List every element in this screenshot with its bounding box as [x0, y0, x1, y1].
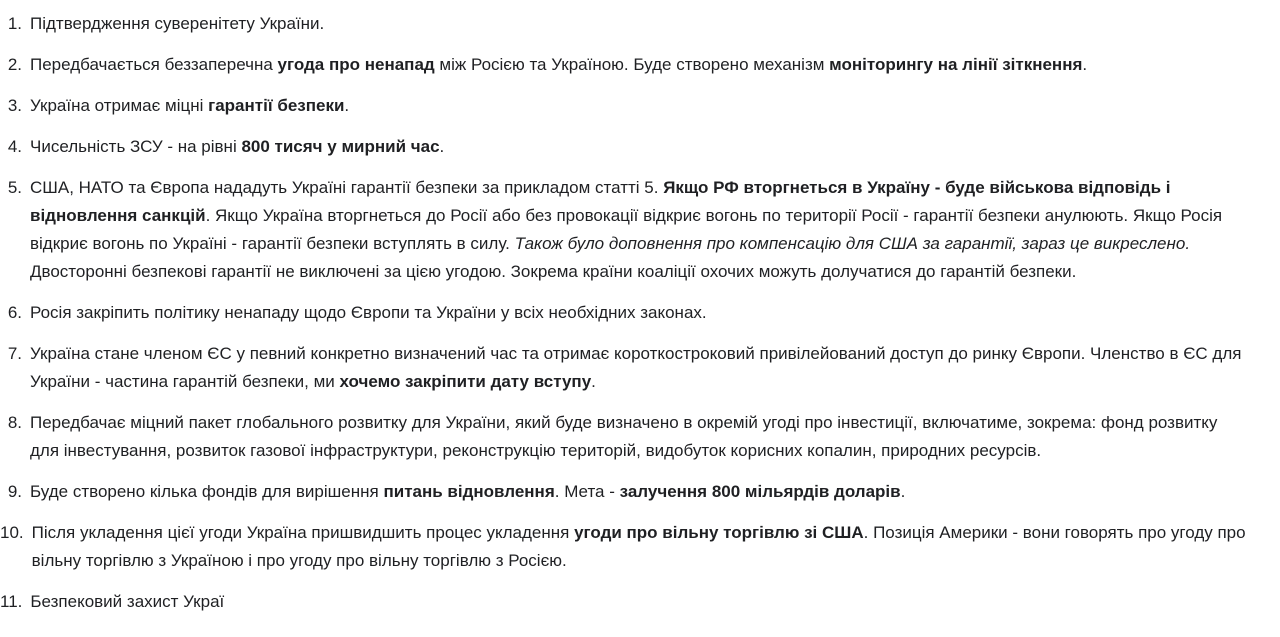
list-item: [0, 10, 1280, 38]
text-segment-bold: угоди про вільну торгівлю зі США: [574, 523, 864, 542]
text-segment-normal: .: [1082, 55, 1088, 74]
list-item-text: [30, 92, 1265, 120]
list-item-number: 1.: [7, 14, 22, 33]
text-segment-italic: Також було доповнення про компенсацію для США за гарантії, зараз це викреслено.: [514, 234, 1191, 253]
list-item: [0, 299, 1280, 327]
list-item: [0, 133, 1280, 161]
list-item: [0, 174, 1280, 286]
text-segment-normal: Безпековий захист Украї: [30, 592, 225, 611]
list-item-text: [30, 588, 1265, 616]
text-segment-normal: Двосторонні безпекові гарантії не виключені за цією угодою. Зокрема країни коаліції охочих можуть долучатися до гарантій безпеки.: [30, 262, 1077, 281]
text-segment-normal: .: [591, 372, 596, 391]
text-segment-bold: хочемо закріпити дату вступу: [339, 372, 592, 391]
text-segment-normal: .: [344, 96, 350, 115]
text-segment-bold: Якщо РФ вторгнеться в Україну - буде військова відповідь і відновлення санкцій: [30, 178, 1171, 225]
list-item-number: 7.: [7, 344, 22, 363]
text-segment-bold: 800 тисяч у мирний час: [241, 137, 440, 156]
text-segment-normal: Україна стане членом ЄС у певний конкретно визначений час та отримає короткостроковий привілейований доступ до ринку Європи. Членство в ЄС для України - частина гарантій безпеки, ми: [30, 344, 1242, 391]
list-item-number: 2.: [7, 55, 22, 74]
list-item-number: 6.: [7, 303, 22, 322]
text-segment-normal: Росія закріпить політику ненападу щодо Європи та України у всіх необхідних законах.: [30, 303, 707, 322]
list-item: [0, 51, 1280, 79]
list-item-text: [30, 133, 1265, 161]
list-item-text: [30, 51, 1265, 79]
text-segment-normal: між Росією та Україною. Буде створено механізм: [434, 55, 830, 74]
list-item-text: [30, 299, 1265, 327]
text-segment-normal: . Позиція Америки - вони говорять про угоду про вільну торгівлю з Україною і про угоду про вільну торгівлю з Росією.: [31, 523, 1246, 570]
list-item-text: [30, 174, 1265, 286]
text-segment-normal: Після укладення цієї угоди Україна пришвидшить процес укладення: [31, 523, 575, 542]
text-segment-normal: Передбачається беззаперечна: [30, 55, 278, 74]
text-segment-normal: . Якщо Україна вторгнеться до Росії або без провокації відкриє вогонь по території Росії - гарантії безпеки анулюють. Якщо Росія відкриє вогонь по Україні - гарантії безпеки вступлять в силу.: [30, 206, 1223, 253]
list-item: [0, 519, 1280, 575]
list-item-number: 4.: [7, 137, 22, 156]
list-item-number: 3.: [7, 96, 22, 115]
numbered-list: [0, 10, 1280, 616]
text-segment-normal: Передбачає міцний пакет глобального розвитку для України, який буде визначено в окремій угоді про інвестиції, включатиме, зокрема: фонд розвитку для інвестування, розвиток газової інфраструктури, реконструкцію територій, видобуток корисних копалин, природних ресурсів.: [30, 413, 1218, 460]
list-item-number: 5.: [7, 178, 22, 197]
text-segment-normal: Україна отримає міцні: [30, 96, 209, 115]
list-item: [0, 409, 1280, 465]
list-item: [0, 478, 1280, 506]
list-item: [0, 340, 1280, 396]
list-item: [0, 588, 1280, 616]
text-segment-bold: питань відновлення: [383, 482, 555, 501]
list-item-number: 9.: [7, 482, 22, 501]
text-segment-bold: гарантії безпеки: [208, 96, 345, 115]
text-segment-normal: США, НАТО та Європа нададуть Україні гарантії безпеки за прикладом статті 5.: [30, 178, 664, 197]
list-item: [0, 92, 1280, 120]
list-item-text: [30, 478, 1265, 506]
text-segment-normal: Підтвердження суверенітету України.: [30, 14, 325, 33]
text-segment-bold: моніторингу на лінії зіткнення: [829, 55, 1083, 74]
list-item-number: 10.: [0, 523, 24, 542]
text-segment-bold: залучення 800 мільярдів доларів: [619, 482, 901, 501]
text-segment-normal: . Мета -: [554, 482, 620, 501]
text-segment-normal: Чисельність ЗСУ - на рівні: [30, 137, 242, 156]
list-item-text: [30, 10, 1265, 38]
list-item-number: 8.: [7, 413, 22, 432]
list-item-text: [32, 519, 1267, 575]
list-item-number: 11.: [0, 592, 23, 611]
text-segment-normal: Буде створено кілька фондів для вирішення: [30, 482, 384, 501]
list-item-text: [30, 409, 1265, 465]
text-segment-normal: .: [439, 137, 445, 156]
text-segment-normal: .: [900, 482, 906, 501]
list-item-text: [30, 340, 1265, 396]
text-segment-bold: угода про ненапад: [277, 55, 435, 74]
